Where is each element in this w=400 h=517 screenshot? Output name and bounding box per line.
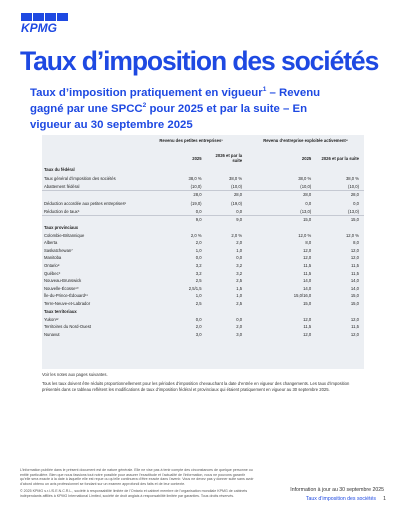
rate-cell: 12,0 [350,316,359,322]
rate-cell: 9,0 [207,216,248,224]
rate-cell: 11,5 [303,263,312,269]
rate-cell: 12,0 % [298,232,312,238]
rate-cell: 12,0 [350,255,359,261]
table-row [42,239,364,247]
section-title: Taux territoriaux [44,308,77,314]
rate-cell: 12,0 [303,331,312,337]
rate-cell: 9,0 [135,216,207,224]
rate-cell: 11,5 [303,270,312,276]
rate-cell: 2,0 [195,324,202,330]
row-label [42,191,135,199]
rate-cell: 15,0 [350,301,359,307]
table-row [42,198,364,208]
copyright-text: © 2025 KPMG s.r.l./S.E.N.C.R.L., société à responsabilité limitée de l’Ontario et cabinet membre de l’organisation mondiale KPMG de cabinets indépendants affiliés à KPMG International Limited, société de droit anglais à responsabilité limitée par garanties. Tous droits réservés. [20,489,248,498]
table-row [42,173,364,183]
table-body [42,165,364,338]
table-row [42,285,364,293]
col-header: 2025 [192,155,202,161]
section-header [42,223,364,231]
rate-cell: (10,0) [231,184,243,190]
rate-cell: 15,0/16,0 [293,293,312,299]
rate-cell: 2,5 [236,301,243,307]
rate-cell: (10,0) [348,184,359,190]
rate-cell: 2,0 % [231,232,243,238]
rate-cell: 12,0 % [345,232,359,238]
rate-cell: (13,0) [348,209,359,215]
rate-cell: 38,0 % [229,175,243,181]
rate-cell: 3,2 [195,263,202,269]
rate-cell: 0,0 [195,255,202,261]
section-header [42,165,364,173]
rate-cell: 2,5/1,5 [188,285,202,291]
table-row [42,262,364,270]
footer-date: Information à jour au 30 septembre 2025 [290,487,384,493]
rate-cell: 12,0 [303,247,312,253]
row-label: Alberta [44,240,58,246]
table-row [42,183,364,191]
rate-cell: 2,0 [236,324,243,330]
rate-cell: 0,0 [305,200,312,206]
rate-cell: 1,5 [236,285,243,291]
rate-cell: 2,0 [195,240,202,246]
row-label: Île-du-Prince-Édouard¹¹ [44,293,88,299]
rate-cell: 12,0 [350,247,359,253]
rate-cell: 0,0 [195,316,202,322]
rate-cell: 28,0 [207,191,248,199]
table-row [42,208,364,216]
page-number: 1 [383,496,386,502]
rate-cell: 11,5 [351,270,359,276]
rate-cell: 14,0 [303,285,312,291]
row-label: Saskatchewan⁷ [44,247,73,253]
rate-cell: 8,0 [353,240,359,246]
rate-cell: (10,0) [190,184,202,190]
row-label: Territoires du Nord-Ouest [44,324,92,330]
group-header-small-business: Revenu des petites entreprises³ [159,138,223,143]
footer-title: Taux d’imposition des sociétés [305,496,376,502]
rate-cell: (19,0) [190,200,202,206]
table-row [42,191,364,199]
row-label: Abattement fédéral [44,184,80,190]
section-title: Taux du fédéral [44,166,75,172]
rate-cell: 11,5 [351,324,359,330]
rate-cell: 38,0 % [188,175,202,181]
row-label: Manitoba [44,255,62,261]
subtitle: Taux d’imposition pratiquement en vigueur$^1$ – Revenu gagné par une SPCC$^2$ pour 2025 et par la suite – En vigueur au 30 septembre 2025 [30,86,321,131]
rate-cell: 8,0 [305,240,312,246]
rate-cell: 14,0 [350,278,359,284]
col-header: 2026 et par la suite [321,155,359,161]
rate-cell: 1,0 [195,247,202,253]
table-row [42,315,364,323]
rate-cell: 12,0 [303,255,312,261]
table-row [42,323,364,331]
rate-cell: 28,0 [247,191,316,199]
rate-cell: 2,0 [236,240,243,246]
rate-cell: 3,0 [236,331,243,337]
table-row [42,300,364,308]
kpmg-logo [20,12,80,34]
rate-cell: 3,2 [236,270,243,276]
rate-cell: (13,0) [300,209,312,215]
notes [42,372,364,396]
row-label: Nunavut [44,331,60,337]
rate-cell: 3,2 [236,263,243,269]
row-label: Déduction accordée aux petites entreprises⁵ [44,200,127,206]
rate-cell: 3,2 [195,270,202,276]
note: Tous les taux doivent être réduits proportionnellement pour les périodes d’imposition chevauchant la date d’entrée en vigueur des changements. Les taux d’imposition présentés dans ce tableau reflètent les modifications de taux d’imposition fédéral et provinciaux qui étaient pratiquement en vigueur au 30 septembre 2025. [42,381,350,392]
row-label: Nouveau-Brunswick [44,278,82,284]
rate-cell: 2,5 [195,278,202,284]
rate-cell: 0,0 [195,209,202,215]
rate-cell: 11,5 [351,263,359,269]
rate-cell: 14,0 [303,278,312,284]
rate-cell: 1,0 [236,247,243,253]
rate-cell: 15,0 [316,216,364,224]
table-row [42,292,364,300]
table-row [42,269,364,277]
rate-cell: 0,0 [236,255,243,261]
rate-cell: 1,0 [195,293,202,299]
rate-cell: 2,5 [195,301,202,307]
rate-cell: (10,0) [300,184,312,190]
rate-cell: 14,0 [350,285,359,291]
table-row [42,254,364,262]
rate-cell: 3,0 [195,331,202,337]
disclaimer-text: L’information publiée dans le présent document est de nature générale. Elle ne vise pas à tenir compte des circonstances de quelque personne ou entité particulière. Bien que nous fassions tout notre possible pour assurer l’exactitude et l’actualité de l’information, nous ne pouvons garantir qu’elle sera exacte à la date à laquelle elle est reçue ou qu’elle continuera d’être exacte dans l’avenir. Vous ne devez pas y donner suite sans avoir d’abord obtenu un avis professionnel se fondant sur un examen approfondi des faits et de leur contexte. [20,468,254,486]
rate-cell: 2,5 [236,278,243,284]
tax-rate-table [42,135,364,369]
group-header-active-business: Revenu d’entreprise exploitée activement⁴ [263,138,348,143]
rate-cell: 0,0 [236,209,243,215]
rate-cell: 15,0 [350,293,359,299]
rate-cell: 15,0 [247,216,316,224]
row-label: Colombie-Britannique [44,232,85,238]
row-label: Terre-Neuve-et-Labrador [44,301,91,307]
row-label [42,216,135,224]
rate-cell: 38,0 % [298,175,312,181]
rate-cell: 2,0 % [190,232,202,238]
table-row [42,331,364,339]
table-row [42,247,364,255]
note: Voir les notes aux pages suivantes. [42,372,108,377]
row-label: Québec⁹ [44,270,61,276]
table-row [42,216,364,224]
col-header: 2025 [301,155,312,161]
rate-cell: 0,0 [236,316,243,322]
rate-cell: 28,0 [316,191,364,199]
rate-cell: 11,5 [303,324,312,330]
table-row [42,277,364,285]
rate-cell: 12,0 [303,316,312,322]
section-header [42,307,364,315]
rate-cell: 28,0 [135,191,207,199]
page-title: Taux d’imposition des sociétés [20,46,379,76]
row-label: Taux général d’imposition des sociétés [44,175,116,181]
rate-cell: (19,0) [231,200,243,206]
section-title: Taux provinciaux [44,224,79,230]
row-label: Réduction de taux⁶ [44,209,80,215]
rate-cell: 12,0 [350,331,359,337]
rate-cell: 1,0 [236,293,243,299]
disclaimer [20,468,256,502]
rate-cell: 15,0 [303,301,312,307]
rate-cell: 0,0 [353,200,359,206]
row-label: Yukon¹² [44,316,59,322]
row-label: Ontario⁸ [44,263,60,269]
table-row [42,231,364,239]
row-label: Nouvelle-Écosse¹⁰ [44,285,79,291]
col-header: 2026 et par la suite [215,153,243,163]
logo-text: KPMG [21,21,57,34]
rate-cell: 38,0 % [345,175,359,181]
